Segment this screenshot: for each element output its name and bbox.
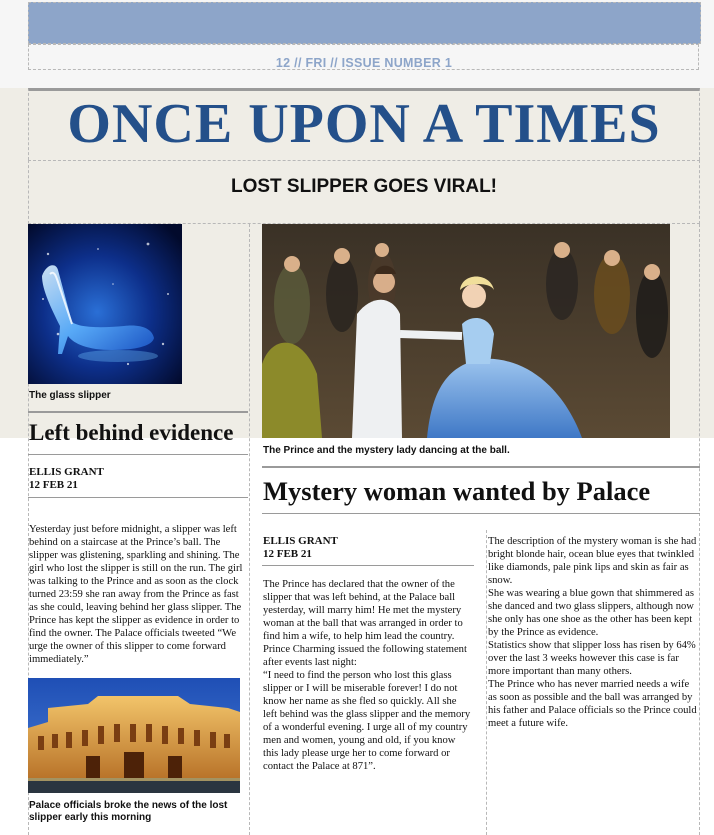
- palace-photo: [28, 678, 240, 793]
- main-article-heading: Mystery woman wanted by Palace: [263, 476, 651, 506]
- main-heading-rule-top: [262, 466, 700, 468]
- main-col2-paragraph: The Prince who has never married needs a wife as soon as possible and the ball was arranged by his father and Palace officials so the Prince could meet a future wife.: [488, 679, 697, 729]
- main-col2-paragraph: She was wearing a blue gown that shimmered as she danced and two glass slippers, although now she only has one shoe as the other has been kept by the Prince as evidence.: [488, 588, 694, 638]
- main-heading-rule-bottom: [262, 513, 700, 514]
- top-color-band: [28, 2, 701, 44]
- newspaper-page: [28, 0, 700, 835]
- main-byline: [263, 535, 338, 561]
- left-article-body: [29, 523, 245, 666]
- glass-slipper-caption: The glass slipper: [29, 390, 111, 401]
- main-col2-paragraph: Statistics show that slipper loss has risen by 64% over the last 3 weeks however this case is far more important than many others.: [488, 640, 696, 677]
- glass-slipper-photo: [28, 224, 182, 384]
- left-author: ELLIS GRANT: [29, 466, 104, 478]
- left-heading-rule-top: [28, 411, 248, 413]
- front-page-headline: LOST SLIPPER GOES VIRAL!: [230, 176, 498, 197]
- main-byline-rule: [262, 565, 474, 566]
- main-col1-paragraph: The Prince has declared that the owner of the slipper that was left behind, at the Palace ball yesterday, will marry him! He met the mystery woman at the ball that was arranged in order to find him a wife, to help him lead the country. Prince Charming issued the following statement after events last night:: [263, 579, 467, 668]
- ball-dance-photo: [262, 224, 670, 438]
- left-byline-rule: [28, 497, 248, 498]
- ball-dance-caption: The Prince and the mystery lady dancing at the ball.: [263, 445, 510, 456]
- main-col1-paragraph: “I need to find the person who lost this glass slipper or I will be miserable forever! I do not know her name as she fled so quickly. All she left behind was the glass slipper and the memory of a wonderful evening. I urge all of my country men and women, young and old, if you know this lady please urge her to come forward or contact the Palace at 871”.: [263, 670, 471, 772]
- main-author: ELLIS GRANT: [263, 535, 338, 547]
- left-date: 12 FEB 21: [29, 479, 78, 491]
- left-byline: [29, 466, 104, 492]
- issue-line: 12 // FRI // ISSUE NUMBER 1: [275, 56, 453, 70]
- right-edge-divider: [699, 224, 700, 835]
- main-col2-paragraph: The description of the mystery woman is she had bright blonde hair, ocean blue eyes that twinkled like diamonds, pale pink lips and skin as fair as snow.: [488, 536, 697, 586]
- masthead-title: ONCE UPON A TIMES: [67, 93, 661, 155]
- left-heading-rule-bottom: [28, 454, 248, 455]
- main-date: 12 FEB 21: [263, 548, 312, 560]
- left-article-paragraph: Yesterday just before midnight, a slipper was left behind on a staircase at the Prince’s ball. The slipper was glistening, sparkling and shining. The girl who lost the slipper is still on the run. The girl was talking to the Prince and as soon as the clock turned 23:59 she ran away from the Prince as fast as she could, leaving behind her glass slipper. The Prince has kept the slipper as evidence in order to find the owner. The Palace officials tweeted “We urge the owner of this slipper to come forward immediately.”: [29, 524, 243, 665]
- main-article-col1: [263, 578, 473, 773]
- palace-photo-caption: Palace officials broke the news of the lost slipper early this morning: [29, 800, 228, 823]
- left-article-heading: Left behind evidence: [29, 420, 234, 445]
- main-article-col2: [488, 535, 700, 730]
